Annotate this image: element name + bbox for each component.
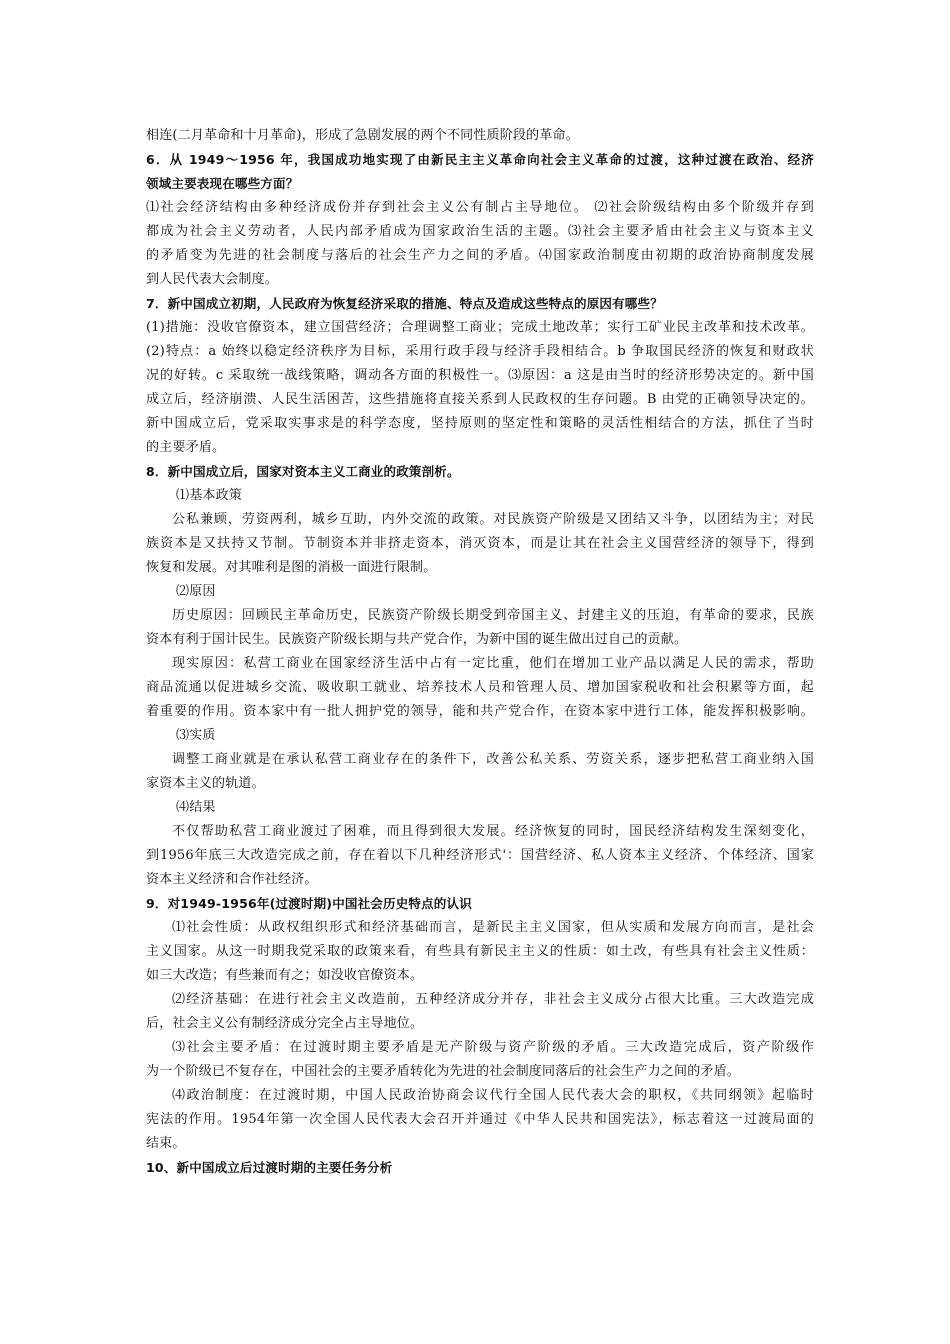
paragraph-start: ⑴社会性质：从政权组织形式和经济基础而言，是新民主主义国家，但从实质和发展方向而言，是社会 [172, 920, 814, 935]
question-heading: 10、新中国成立后过渡时期的主要任务分析 [146, 1160, 393, 1175]
text-line: 相连(二月革命和十月革命)，形成了急剧发展的两个不同性质阶段的革命。 [146, 128, 579, 143]
paragraph-start: 现实原因：私营工商业在国家经济生活中占有一定比重，他们在增加工业产品以满足人民的需求，帮助 [172, 656, 814, 671]
text-line: 成立后，经济崩溃、人民生活困苦，这些措施将直接关系到人民政权的生存问题。B 由党的正确领导决定的。 [146, 392, 814, 407]
text-line: 资本主义经济和合作社经济。 [146, 872, 318, 887]
text-line: 资本有利于国计民生。民族资产阶级长期与共产党合作，为新中国的诞生做出过自己的贡献。 [146, 632, 688, 647]
text-line: 主义国家。从这一时期我党采取的政策来看，有些具有新民主主义的性质：如土改，有些具有社会主义性质： [146, 944, 814, 959]
text-line: 结束。 [146, 1136, 186, 1151]
paragraph-start: 公私兼顾，劳资两利，城乡互助，内外交流的政策。对民族资产阶级是又团结又斗争，以团结为主；对民 [172, 512, 814, 527]
text-line: 商品流通以促进城乡交流、吸收职工就业、培养技术人员和管理人员、增加国家税收和社会积累等方面，起 [146, 680, 814, 695]
text-line: 如三大改造；有些兼而有之；如没收官僚资本。 [146, 968, 424, 983]
paragraph-start: 历史原因：回顾民主革命历史，民族资产阶级长期受到帝国主义、封建主义的压迫，有革命的要求，民族 [172, 608, 814, 623]
text-line: 到人民代表大会制度。 [146, 272, 279, 287]
question-heading: 8．新中国成立后，国家对资本主义工商业的政策剖析。 [146, 464, 460, 479]
text-line: 家资本主义的轨道。 [146, 776, 265, 791]
text-line: 况的好转。c 采取统一战线策略，调动各方面的积极性一。⑶原因：a 这是由当时的经济形势决定的。新中国 [146, 368, 814, 383]
question-heading: 6．从 1949～1956 年，我国成功地实现了由新民主主义革命向社会主义革命的过渡，这种过渡在政治、经济 [146, 152, 814, 167]
question-heading: 领域主要表现在哪些方面？ [146, 176, 299, 191]
text-line: 恢复和发展。对其唯利是图的消极一面进行限制。 [146, 560, 437, 575]
text-line: 到1956年底三大改造完成之前，存在着以下几种经济形式'：国营经济、私人资本主义经济、个体经济、国家 [146, 848, 814, 863]
question-heading: 7．新中国成立初期，人民政府为恢复经济采取的措施、特点及造成这些特点的原因有哪些？ [146, 296, 663, 311]
subsection-heading: ⑴基本政策 [176, 488, 243, 503]
text-line: 新中国成立后，党采取实事求是的科学态度，坚持原则的坚定性和策略的灵活性相结合的方法，抓住了当时 [146, 416, 814, 431]
subsection-heading: ⑶实质 [176, 728, 216, 743]
paragraph-start: 不仅帮助私营工商业渡过了困难，而且得到很大发展。经济恢复的同时，国民经济结构发生深刻变化， [172, 824, 814, 839]
question-heading: 9．对1949-1956年(过渡时期)中国社会历史特点的认识 [146, 896, 472, 911]
text-line: 宪法的作用。1954年第一次全国人民代表大会召开并通过《中华人民共和国宪法》，标志着这一过渡局面的 [146, 1112, 814, 1127]
text-line: 族资本是又扶持又节制。节制资本并非挤走资本，消灭资本，而是让其在社会主义国营经济的领导下，得到 [146, 536, 814, 551]
text-line: 都成为社会主义劳动者，人民内部矛盾成为国家政治生活的主题。⑶社会主要矛盾由社会主义与资本主义 [146, 224, 814, 239]
text-line: 后，社会主义公有制经济成分完全占主导地位。 [146, 1016, 424, 1031]
document-page [146, 124, 814, 1180]
text-line: ⑴社会经济结构由多种经济成份并存到社会主义公有制占主导地位。 ⑵社会阶级结构由多个阶级并存到 [146, 200, 814, 215]
text-line: 着重要的作用。资本家中有一批人拥护党的领导，能和共产党合作，在资本家中进行工体，能发挥积极影响。 [146, 704, 814, 719]
subsection-heading: ⑷结果 [176, 800, 216, 815]
paragraph-start: ⑵经济基础：在进行社会主义改造前，五种经济成分并存，非社会主义成分占很大比重。三大改造完成 [172, 992, 814, 1007]
text-line: (1)措施：没收官僚资本，建立国营经济；合理调整工商业；完成土地改革；实行工矿业民主改革和技术改革。 [146, 320, 814, 335]
text-line: 为一个阶级已不复存在，中国社会的主要矛盾转化为先进的社会制度同落后的社会生产力之间的矛盾。 [146, 1064, 741, 1079]
text-line: (2)特点：a 始终以稳定经济秩序为目标，采用行政手段与经济手段相结合。b 争取国民经济的恢复和财政状 [146, 344, 814, 359]
paragraph-start: ⑶社会主要矛盾：在过渡时期主要矛盾是无产阶级与资产阶级的矛盾。三大改造完成后，资产阶级作 [172, 1040, 814, 1055]
paragraph-start: 调整工商业就是在承认私营工商业存在的条件下，改善公私关系、劳资关系，逐步把私营工商业纳入国 [172, 752, 814, 767]
text-line: 的矛盾变为先进的社会制度与落后的社会生产力之间的矛盾。⑷国家政治制度由初期的政治协商制度发展 [146, 248, 814, 263]
paragraph-start: ⑷政治制度：在过渡时期，中国人民政治协商会议代行全国人民代表大会的职权，《共同纲领》起临时 [172, 1088, 814, 1103]
subsection-heading: ⑵原因 [176, 584, 216, 599]
text-line: 的主要矛盾。 [146, 440, 226, 455]
